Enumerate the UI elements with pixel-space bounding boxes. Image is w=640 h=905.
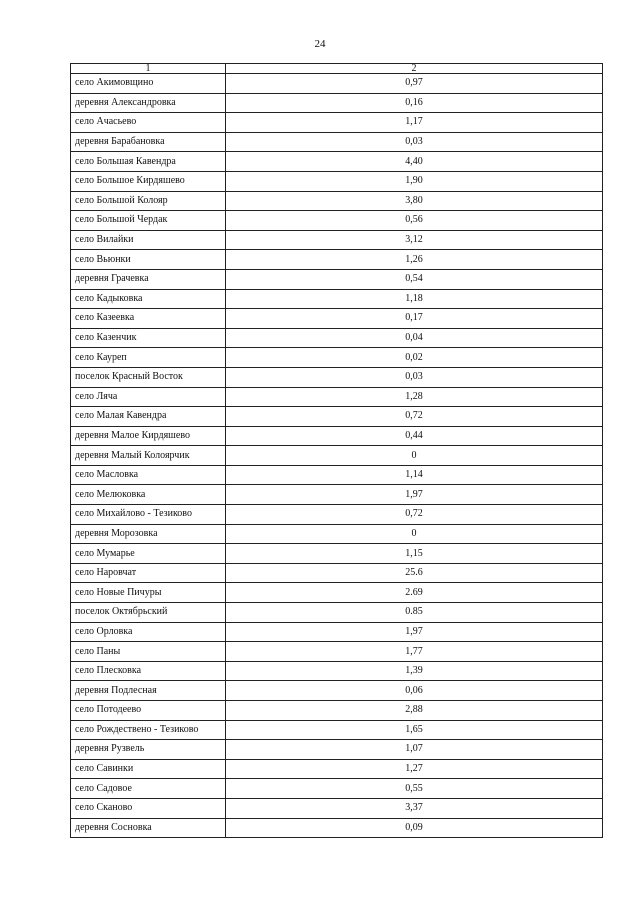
value-cell: 1,15 [226,544,603,564]
value-cell: 1,97 [226,622,603,642]
settlement-name-cell: село Савинки [71,759,226,779]
settlement-name-cell: село Кадыковка [71,289,226,309]
table-row [71,328,603,348]
settlement-name-cell: село Михайлово - Тезиково [71,505,226,525]
table-row [71,701,603,721]
table-row [71,446,603,466]
table-row [71,211,603,231]
settlement-name-cell: село Рождествено - Тезиково [71,720,226,740]
value-cell: 1,28 [226,387,603,407]
value-cell: 1,26 [226,250,603,270]
settlement-name-cell: село Большое Кирдяшево [71,171,226,191]
settlement-name-cell: поселок Красный Восток [71,367,226,387]
settlement-name-cell: село Большой Чердак [71,211,226,231]
settlement-name-cell: деревня Малое Кирдяшево [71,426,226,446]
value-cell: 3,80 [226,191,603,211]
page-number: 24 [314,38,326,50]
value-cell: 0,16 [226,93,603,113]
value-cell: 0,02 [226,348,603,368]
settlement-name-cell: село Большая Кавендра [71,152,226,172]
column-header-1: 1 [71,64,226,74]
settlement-name-cell: село Казенчик [71,328,226,348]
value-cell: 1,07 [226,740,603,760]
table-row [71,524,603,544]
table-row [71,759,603,779]
settlement-name-cell: село Ляча [71,387,226,407]
column-header-2: 2 [226,64,603,74]
value-cell: 0,04 [226,328,603,348]
settlement-name-cell: село Плесковка [71,661,226,681]
settlement-name-cell: село Мумарье [71,544,226,564]
table-row [71,642,603,662]
value-cell: 4,40 [226,152,603,172]
settlement-name-cell: село Паны [71,642,226,662]
table-body [71,74,603,838]
value-cell: 0,97 [226,74,603,94]
value-cell: 3,37 [226,798,603,818]
table-row [71,348,603,368]
value-cell: 0,56 [226,211,603,231]
settlement-name-cell: село Новые Пичуры [71,583,226,603]
value-cell: 1,65 [226,720,603,740]
table-row [71,779,603,799]
settlement-name-cell: деревня Морозовка [71,524,226,544]
table-row [71,798,603,818]
settlement-name-cell: село Мелюковка [71,485,226,505]
table-row [71,720,603,740]
settlement-name-cell: село Малая Кавендра [71,407,226,427]
value-cell: 0.85 [226,603,603,623]
table-row [71,113,603,133]
value-cell: 0,03 [226,367,603,387]
table-row [71,622,603,642]
table-row [71,367,603,387]
settlement-name-cell: село Садовое [71,779,226,799]
settlement-name-cell: село Вилайки [71,230,226,250]
value-cell: 0,06 [226,681,603,701]
value-cell: 1,17 [226,113,603,133]
data-table [70,63,603,838]
value-cell: 0 [226,446,603,466]
value-cell: 25.6 [226,563,603,583]
table-row [71,426,603,446]
value-cell: 1,27 [226,759,603,779]
table-row [71,309,603,329]
settlement-name-cell: село Сканово [71,798,226,818]
value-cell: 3,12 [226,230,603,250]
table-header-row [71,64,603,74]
settlement-name-cell: деревня Подлесная [71,681,226,701]
table-row [71,583,603,603]
value-cell: 0,72 [226,407,603,427]
value-cell: 0,54 [226,269,603,289]
settlement-name-cell: деревня Барабановка [71,132,226,152]
table-row [71,171,603,191]
value-cell: 0,17 [226,309,603,329]
table-row [71,407,603,427]
value-cell: 1,14 [226,465,603,485]
settlement-name-cell: село Масловка [71,465,226,485]
settlement-name-cell: село Потодеево [71,701,226,721]
table-row [71,681,603,701]
table-row [71,191,603,211]
table-row [71,465,603,485]
value-cell: 2.69 [226,583,603,603]
value-cell: 0,44 [226,426,603,446]
table-row [71,485,603,505]
value-cell: 0,72 [226,505,603,525]
value-cell: 1,18 [226,289,603,309]
value-cell: 1,77 [226,642,603,662]
settlement-name-cell: село Ачасьево [71,113,226,133]
table-row [71,603,603,623]
table-row [71,740,603,760]
table-row [71,661,603,681]
settlement-name-cell: село Казеевка [71,309,226,329]
table-row [71,93,603,113]
table-row [71,563,603,583]
value-cell: 1,97 [226,485,603,505]
value-cell: 2,88 [226,701,603,721]
settlement-name-cell: деревня Грачевка [71,269,226,289]
settlement-name-cell: поселок Октябрьский [71,603,226,623]
value-cell: 1,39 [226,661,603,681]
table-row [71,544,603,564]
table-row [71,269,603,289]
value-cell: 0,09 [226,818,603,838]
settlement-name-cell: село Акимовщино [71,74,226,94]
table-row [71,289,603,309]
settlement-name-cell: село Вьюнки [71,250,226,270]
table-row [71,132,603,152]
value-cell: 1,90 [226,171,603,191]
value-cell: 0,55 [226,779,603,799]
settlement-name-cell: село Наровчат [71,563,226,583]
value-cell: 0 [226,524,603,544]
table-row [71,250,603,270]
table-row [71,152,603,172]
settlement-name-cell: село Большой Колояр [71,191,226,211]
table-row [71,74,603,94]
table-row [71,818,603,838]
settlement-name-cell: деревня Рузвель [71,740,226,760]
value-cell: 0,03 [226,132,603,152]
settlement-name-cell: село Кауреп [71,348,226,368]
table-row [71,387,603,407]
table-row [71,505,603,525]
settlement-name-cell: село Орловка [71,622,226,642]
settlement-name-cell: деревня Сосновка [71,818,226,838]
table-row [71,230,603,250]
settlement-name-cell: деревня Александровка [71,93,226,113]
settlement-name-cell: деревня Малый Колоярчик [71,446,226,466]
